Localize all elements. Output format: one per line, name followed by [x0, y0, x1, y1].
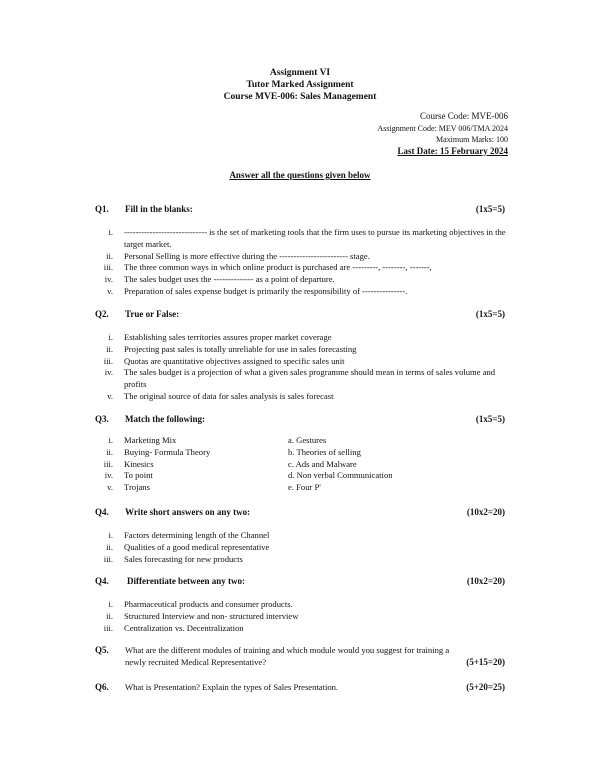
question-text-line-2: newly recruited Medical Representative?	[125, 656, 267, 667]
question-2-items	[95, 332, 510, 403]
list-item: v. The original source of data for sales analysis is sales forecast	[107, 390, 334, 401]
question-title: Fill in the blanks:	[125, 204, 193, 214]
match-row: v. Trojans e. Four P'	[107, 482, 321, 493]
list-item: ii. Structured Interview and non- structured interview	[106, 610, 299, 621]
list-item: iv. The sales budget uses the -------------- as a point of departure.	[104, 274, 335, 285]
question-title: Match the following:	[125, 414, 205, 424]
question-1-items	[95, 227, 510, 298]
assignment-number: Assignment VI	[269, 68, 331, 78]
list-item: iii. Quotas are quantitative objectives assigned to specific sales unit	[103, 355, 345, 366]
question-marks: (5+15=20)	[466, 656, 505, 667]
course-title: Course MVE-006: Sales Management	[223, 92, 377, 102]
last-date: Last Date: 15 February 2024	[397, 145, 508, 156]
question-5	[95, 645, 505, 669]
list-item: iii. Centralization vs. Decentralization	[103, 622, 244, 633]
list-item: i. ----------------------------- is the set of marketing tools that the firm uses to pursue its marketing objectives in the target market.	[108, 227, 506, 249]
question-4-short-items	[95, 530, 510, 565]
question-number: Q2.	[95, 309, 109, 319]
question-marks: (1x5=5)	[475, 414, 505, 424]
assignment-codes	[377, 111, 508, 157]
question-number: Q6.	[95, 682, 109, 692]
maximum-marks: Maximum Marks: 100	[436, 135, 508, 144]
question-marks: (1x5=5)	[475, 309, 505, 319]
list-item: iii. The three common ways in which online product is purchased are ---------, --------, -------,	[103, 262, 432, 273]
list-item: iii. Sales forecasting for new products	[103, 553, 243, 564]
question-text: What is Presentation? Explain the types of Sales Presentation.	[125, 682, 339, 692]
question-4-differentiate-items	[95, 599, 510, 634]
question-number: Q4.	[95, 507, 109, 517]
question-number: Q5.	[95, 645, 109, 655]
question-text-line-1: What are the different modules of training and which module would you suggest for training a	[125, 645, 450, 655]
match-row: iii. Kinesics c. Ads and Malware	[103, 458, 357, 469]
list-item: i. Factors determining length of the Channel	[108, 530, 270, 540]
question-3-items	[95, 435, 510, 494]
question-title: True or False:	[125, 309, 180, 319]
course-code: Course Code: MVE-006	[420, 111, 508, 121]
match-row: iv. To point d. Non verbal Communication	[104, 470, 393, 481]
assignment-code: Assignment Code: MEV 006/TMA 2024	[377, 123, 508, 133]
list-item: v. Preparation of sales expense budget is primarily the responsibility of ---------------.	[107, 285, 408, 296]
list-item: ii. Projecting past sales is totally unreliable for use in sales forecasting	[106, 343, 357, 354]
question-marks: (5+20=25)	[466, 682, 505, 692]
list-item: i. Establishing sales territories assures proper market coverage	[108, 332, 332, 342]
list-item: ii. Personal Selling is more effective during the ------------------------ stage.	[106, 250, 370, 261]
list-item: i. Pharmaceutical products and consumer products.	[108, 599, 293, 609]
question-marks: (10x2=20)	[466, 576, 505, 586]
question-marks: (1x5=5)	[475, 204, 505, 214]
list-item: ii. Qualities of a good medical representative	[106, 541, 270, 552]
question-number: Q4.	[95, 576, 109, 586]
match-row: ii. Buying- Formula Theory b. Theories of selling	[106, 446, 361, 457]
assignment-type: Tutor Marked Assignment	[246, 80, 354, 90]
question-title: Differentiate between any two:	[127, 576, 246, 586]
list-item: iv. The sales budget is a projection of what a given sales programme should mean in terms of sales volume and profits	[104, 367, 496, 390]
match-row: i. Marketing Mix a. Gestures	[108, 435, 327, 445]
question-marks: (10x2=20)	[466, 507, 505, 517]
instruction: Answer all the questions given below	[229, 170, 371, 180]
question-number: Q1.	[95, 204, 109, 214]
question-title: Write short answers on any two:	[125, 507, 251, 517]
question-number: Q3.	[95, 414, 109, 424]
